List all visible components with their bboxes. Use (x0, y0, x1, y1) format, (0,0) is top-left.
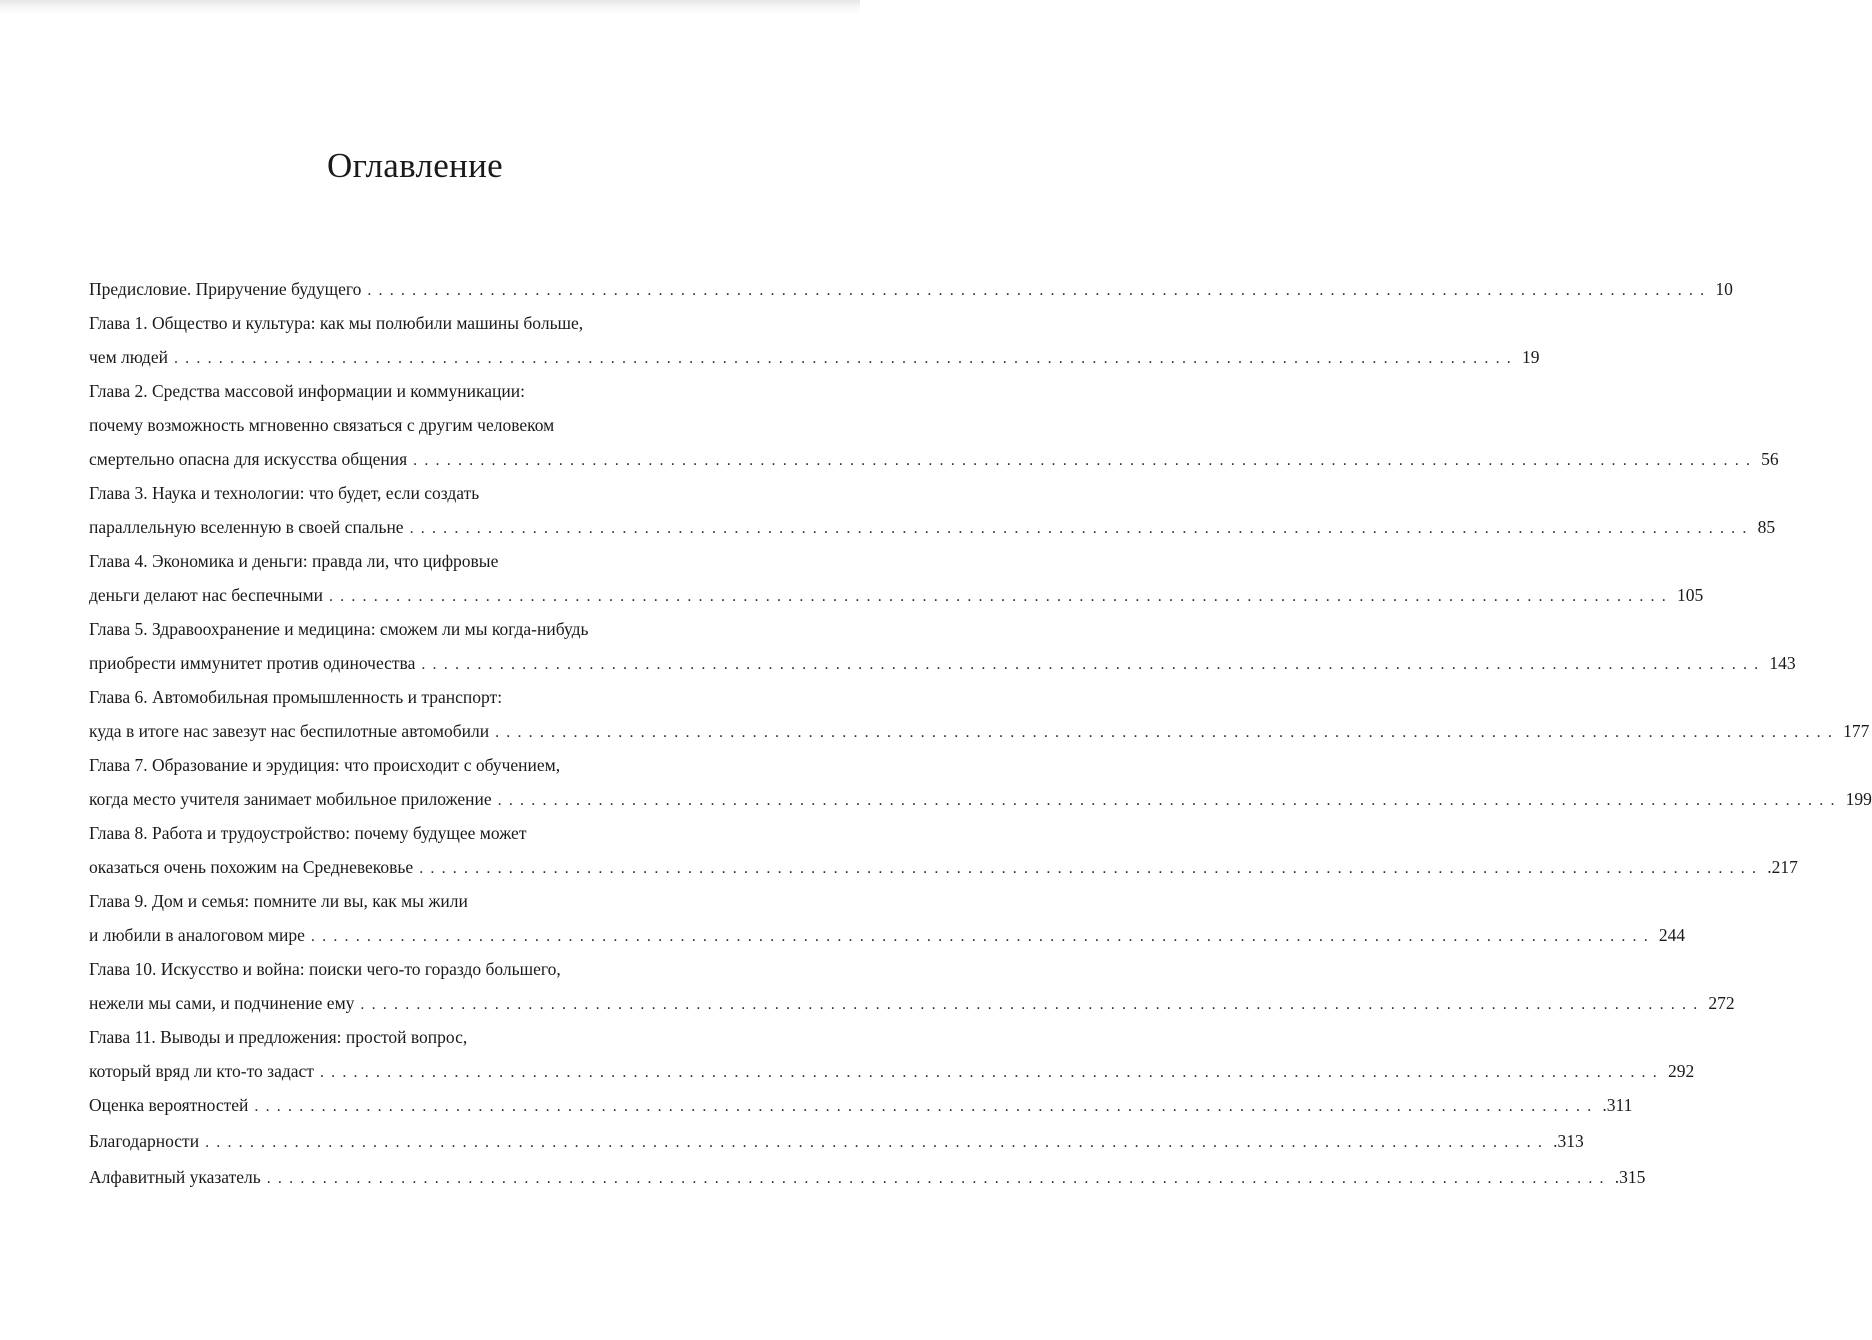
page-number: .311 (1602, 1095, 1633, 1115)
page-number: 85 (1757, 517, 1776, 537)
toc-entry-text: Благодарности (89, 1131, 200, 1151)
toc-entry-line: Глава 8. Работа и трудоустройство: почему будущее может (89, 823, 527, 843)
dot-leader: ........................................................................................................................ (328, 588, 1673, 605)
page-top-shadow (0, 0, 860, 14)
toc-entry-text: приобрести иммунитет против одиночества (89, 653, 416, 673)
page-number: 244 (1658, 925, 1686, 945)
toc-entry-line: Глава 4. Экономика и деньги: правда ли, что цифровые (89, 551, 499, 571)
toc-entry-text: оказаться очень похожим на Средневековье (89, 857, 414, 877)
dot-leader: ........................................................................................................................ (497, 792, 1842, 809)
toc-entry-last-line (89, 850, 1798, 884)
toc-entry-line: Глава 7. Образование и эрудиция: что происходит с обучением, (89, 755, 561, 775)
toc-entry-text: который вряд ли кто-то задаст (89, 1061, 314, 1081)
toc-entry-text: чем людей (89, 347, 168, 367)
page-number: .315 (1614, 1167, 1646, 1187)
toc-entry (89, 1124, 1584, 1158)
toc-entry-last-line (89, 1054, 1695, 1088)
dot-leader: ........................................................................................................................ (409, 520, 1754, 537)
page-number: 199 (1845, 789, 1872, 809)
dot-leader: ........................................................................................................................ (367, 282, 1712, 299)
toc-entry-line: почему возможность мгновенно связаться с другим человеком (89, 415, 555, 435)
toc-entry-text: смертельно опасна для искусства общения (89, 449, 408, 469)
toc-entry-line: Глава 10. Искусство и война: поиски чего-то гораздо большего, (89, 959, 561, 979)
dot-leader: ........................................................................................................................ (205, 1134, 1550, 1151)
toc-entry-text: Алфавитный указатель (89, 1167, 261, 1187)
dot-leader: ........................................................................................................................ (413, 452, 1758, 469)
toc-entry (89, 612, 1796, 680)
toc-entry-last-line (89, 646, 1796, 680)
toc-entry-line: Глава 9. Дом и семья: помните ли вы, как мы жили (89, 891, 468, 911)
toc-entry-line: Глава 11. Выводы и предложения: простой вопрос, (89, 1027, 468, 1047)
dot-leader: ........................................................................................................................ (173, 350, 1518, 367)
toc-entry (89, 884, 1686, 952)
toc-entry-line: Глава 5. Здравоохранение и медицина: сможем ли мы когда-нибудь (89, 619, 589, 639)
toc-entry-last-line (89, 510, 1776, 544)
page-number: 105 (1676, 585, 1704, 605)
toc-entry-last-line (89, 918, 1686, 952)
table-of-contents (89, 272, 1872, 1194)
toc-entry-text: нежели мы сами, и подчинение ему (89, 993, 355, 1013)
dot-leader: ........................................................................................................................ (254, 1098, 1599, 1115)
dot-leader: ........................................................................................................................ (419, 860, 1764, 877)
page-number: 56 (1761, 449, 1779, 469)
dot-leader: ........................................................................................................................ (360, 996, 1705, 1013)
toc-entry-line: Глава 2. Средства массовой информации и коммуникации: (89, 381, 525, 401)
toc-entry (89, 1088, 1633, 1122)
toc-entry (89, 680, 1870, 748)
toc-entry-last-line (89, 442, 1779, 476)
toc-entry-last-line (89, 1160, 1646, 1194)
toc-entry-last-line (89, 782, 1872, 816)
page-number: .217 (1767, 857, 1798, 877)
toc-entry-text: когда место учителя занимает мобильное приложение (89, 789, 492, 809)
toc-entry (89, 1160, 1646, 1194)
toc-entry (89, 272, 1733, 306)
page-number: 177 (1843, 721, 1870, 741)
dot-leader: ........................................................................................................................ (421, 656, 1766, 673)
toc-entry-last-line (89, 1088, 1633, 1122)
toc-entry-last-line (89, 1124, 1584, 1158)
toc-entry-last-line (89, 986, 1735, 1020)
toc-entry-last-line (89, 340, 1540, 374)
dot-leader: ........................................................................................................................ (310, 928, 1655, 945)
toc-entry (89, 952, 1735, 1020)
toc-entry-last-line (89, 272, 1733, 306)
toc-entry (89, 306, 1540, 374)
toc-entry-line: Глава 1. Общество и культура: как мы полюбили машины больше, (89, 313, 584, 333)
page-number: 10 (1715, 279, 1733, 299)
dot-leader: ........................................................................................................................ (266, 1170, 1611, 1187)
toc-entry-text: параллельную вселенную в своей спальне (89, 517, 404, 537)
toc-entry-line: Глава 3. Наука и технологии: что будет, если создать (89, 483, 480, 503)
page-title: Оглавление (327, 146, 503, 185)
page-number: .313 (1553, 1131, 1584, 1151)
page-number: 19 (1521, 347, 1540, 367)
toc-entry-line: Глава 6. Автомобильная промышленность и транспорт: (89, 687, 503, 707)
page-number: 272 (1708, 993, 1735, 1013)
toc-entry-text: куда в итоге нас завезут нас беспилотные автомобили (89, 721, 490, 741)
toc-entry (89, 544, 1704, 612)
toc-entry-last-line (89, 714, 1870, 748)
page-number: 292 (1667, 1061, 1695, 1081)
toc-entry-text: деньги делают нас беспечными (89, 585, 323, 605)
toc-entry (89, 476, 1776, 544)
toc-entry (89, 816, 1798, 884)
toc-entry (89, 374, 1779, 476)
toc-entry (89, 748, 1872, 816)
toc-entry-last-line (89, 578, 1704, 612)
page-number: 143 (1769, 653, 1796, 673)
dot-leader: ........................................................................................................................ (495, 724, 1840, 741)
toc-entry-text: Предисловие. Приручение будущего (89, 279, 362, 299)
toc-entry (89, 1020, 1695, 1088)
toc-entry-text: и любили в аналоговом мире (89, 925, 305, 945)
toc-entry-text: Оценка вероятностей (89, 1095, 249, 1115)
dot-leader: ........................................................................................................................ (319, 1064, 1664, 1081)
